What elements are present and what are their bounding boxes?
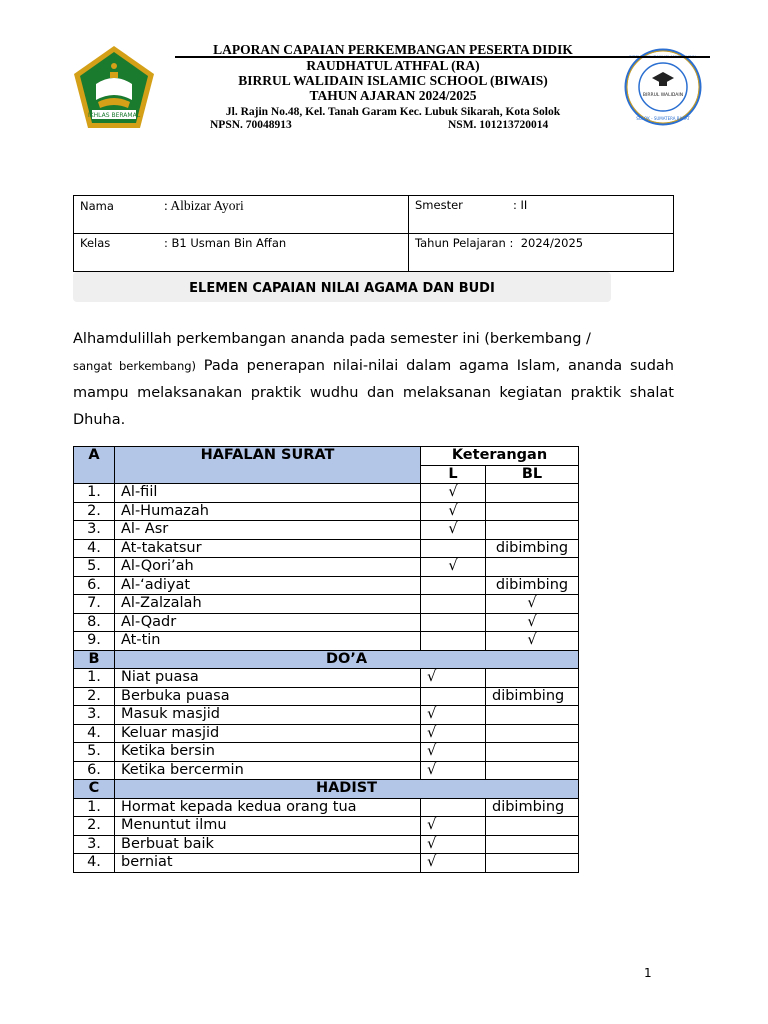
header-npsn: NPSN. 70048913 [210, 119, 292, 131]
table-row [74, 743, 579, 762]
row-bl-cell: dibimbing [486, 798, 579, 817]
row-l-cell: √ [421, 558, 486, 577]
row-bl-cell: dibimbing [486, 576, 579, 595]
row-item-name: Masuk masjid [115, 706, 421, 725]
row-l-cell [421, 798, 486, 817]
smester-label: Smester [415, 198, 463, 212]
table-header-row [74, 447, 579, 466]
row-l-cell [421, 539, 486, 558]
row-number: 6. [74, 761, 115, 780]
row-l-cell: √ [421, 743, 486, 762]
row-item-name: Al-fiil [115, 484, 421, 503]
header-address: Jl. Rajin No.48, Kel. Tanah Garam Kec. Lubuk Sikarah, Kota Solok [225, 106, 561, 118]
row-number: 9. [74, 632, 115, 651]
table-row [74, 724, 579, 743]
col-l-header: L [421, 465, 486, 484]
header-nsm: NSM. 101213720014 [448, 119, 549, 131]
row-bl-cell [486, 484, 579, 503]
logo-right-bottom: SOLOK - SUMATERA BARAT [636, 116, 690, 121]
row-number: 2. [74, 502, 115, 521]
logo-right-top: BIRRUL WALIDAIN ISLAMIC SCHOOL [629, 54, 697, 59]
row-item-name: Ketika bercermin [115, 761, 421, 780]
table-row [74, 854, 579, 873]
row-item-name: Ketika bersin [115, 743, 421, 762]
row-bl-cell [486, 558, 579, 577]
table-row [74, 669, 579, 688]
row-bl-cell [486, 502, 579, 521]
nama-label: Nama [80, 199, 114, 213]
section-title-cell: HADIST [115, 780, 579, 799]
row-item-name: Al-Zalzalah [115, 595, 421, 614]
row-bl-cell [486, 835, 579, 854]
row-l-cell: √ [421, 761, 486, 780]
summary-paragraph [73, 326, 674, 434]
row-item-name: Hormat kepada kedua orang tua [115, 798, 421, 817]
row-number: 3. [74, 706, 115, 725]
row-bl-cell [486, 761, 579, 780]
row-number: 8. [74, 613, 115, 632]
section-header-row [74, 780, 579, 799]
biwais-logo [624, 48, 702, 126]
row-l-cell: √ [421, 521, 486, 540]
row-item-name: Al-Qadr [115, 613, 421, 632]
row-item-name: Al- Asr [115, 521, 421, 540]
row-item-name: Niat puasa [115, 669, 421, 688]
row-number: 6. [74, 576, 115, 595]
row-item-name: berniat [115, 854, 421, 873]
table-row [74, 484, 579, 503]
row-item-name: At-tin [115, 632, 421, 651]
row-l-cell: √ [421, 724, 486, 743]
row-bl-cell [486, 817, 579, 836]
tahun-value: 2024/2025 [520, 236, 584, 250]
table-row [74, 595, 579, 614]
row-bl-cell [486, 521, 579, 540]
paragraph-part3: Pada penerapan nilai-nilai dalam agama Islam, ananda sudah mampu melaksanakan praktik wudhu dan melaksanan kegiatan praktik shalat Dhuha. [73, 358, 674, 428]
row-item-name: At-takatsur [115, 539, 421, 558]
section-title: ELEMEN CAPAIAN NILAI AGAMA DAN BUDI [73, 272, 611, 302]
tahun-cell [409, 234, 674, 272]
row-l-cell [421, 595, 486, 614]
row-item-name: Al-Qori’ah [115, 558, 421, 577]
row-number: 5. [74, 558, 115, 577]
header-title-4: TAHUN AJARAN 2024/2025 [309, 88, 477, 103]
section-header-row [74, 650, 579, 669]
row-number: 7. [74, 595, 115, 614]
row-number: 2. [74, 687, 115, 706]
row-bl-cell [486, 743, 579, 762]
header-title-1: LAPORAN CAPAIAN PERKEMBANGAN PESERTA DIDIK [213, 42, 573, 57]
row-l-cell: √ [421, 502, 486, 521]
table-row [74, 835, 579, 854]
logo-left-text: IKHLAS BERAMAL [87, 112, 141, 119]
row-number: 1. [74, 484, 115, 503]
table-row [74, 706, 579, 725]
kelas-cell [74, 234, 409, 272]
row-item-name: Al-Humazah [115, 502, 421, 521]
row-item-name: Menuntut ilmu [115, 817, 421, 836]
row-bl-cell [486, 854, 579, 873]
page-number: 1 [644, 966, 652, 980]
paragraph-part2: sangat berkembang) [73, 359, 197, 373]
table-row [74, 539, 579, 558]
row-number: 1. [74, 798, 115, 817]
kelas-value: : B1 Usman Bin Affan [164, 236, 287, 250]
row-bl-cell: √ [486, 613, 579, 632]
section-title-cell: HAFALAN SURAT [115, 447, 421, 484]
row-item-name: Berbuat baik [115, 835, 421, 854]
row-item-name: Keluar masjid [115, 724, 421, 743]
header-title-3: BIRRUL WALIDAIN ISLAMIC SCHOOL (BIWAIS) [238, 73, 548, 88]
col-bl-header: BL [486, 465, 579, 484]
row-number: 2. [74, 817, 115, 836]
row-bl-cell: dibimbing [486, 539, 579, 558]
paragraph-part1: Alhamdulillah perkembangan ananda pada semester ini (berkembang / [73, 331, 591, 347]
table-row [74, 558, 579, 577]
row-number: 3. [74, 835, 115, 854]
logo-right-mid: BIRRUL WALIDAIN [642, 93, 684, 98]
row-l-cell: √ [421, 817, 486, 836]
table-row [74, 687, 579, 706]
table-row [74, 761, 579, 780]
nama-value: : Albizar Ayori [164, 198, 244, 213]
row-number: 3. [74, 521, 115, 540]
row-l-cell [421, 687, 486, 706]
row-l-cell: √ [421, 706, 486, 725]
row-bl-cell: dibimbing [486, 687, 579, 706]
row-number: 4. [74, 854, 115, 873]
row-bl-cell [486, 724, 579, 743]
table-row [74, 502, 579, 521]
row-number: 5. [74, 743, 115, 762]
assessment-table [73, 446, 579, 873]
row-number: 4. [74, 724, 115, 743]
row-l-cell: √ [421, 669, 486, 688]
row-l-cell: √ [421, 854, 486, 873]
row-bl-cell: √ [486, 595, 579, 614]
tahun-label: Tahun Pelajaran : [415, 236, 514, 250]
row-l-cell: √ [421, 484, 486, 503]
keterangan-header: Keterangan [421, 447, 579, 466]
row-number: 1. [74, 669, 115, 688]
section-letter: C [74, 780, 115, 799]
smester-cell [409, 196, 674, 234]
row-l-cell [421, 576, 486, 595]
table-row [74, 521, 579, 540]
identity-table [73, 195, 674, 272]
row-item-name: Al-‘adiyat [115, 576, 421, 595]
row-l-cell: √ [421, 835, 486, 854]
row-number: 4. [74, 539, 115, 558]
kelas-label: Kelas [80, 236, 111, 250]
row-l-cell [421, 632, 486, 651]
section-letter: B [74, 650, 115, 669]
section-letter: A [74, 447, 115, 484]
nama-cell [74, 196, 409, 234]
table-row [74, 798, 579, 817]
header-title-2: RAUDHATUL ATHFAL (RA) [306, 58, 480, 73]
row-item-name: Berbuka puasa [115, 687, 421, 706]
smester-value: : II [513, 198, 528, 212]
table-row [74, 613, 579, 632]
table-row [74, 632, 579, 651]
row-bl-cell [486, 706, 579, 725]
kemenag-logo [70, 44, 158, 132]
row-bl-cell: √ [486, 632, 579, 651]
table-row [74, 576, 579, 595]
section-title-cell: DO’A [115, 650, 579, 669]
table-row [74, 817, 579, 836]
row-bl-cell [486, 669, 579, 688]
row-l-cell [421, 613, 486, 632]
